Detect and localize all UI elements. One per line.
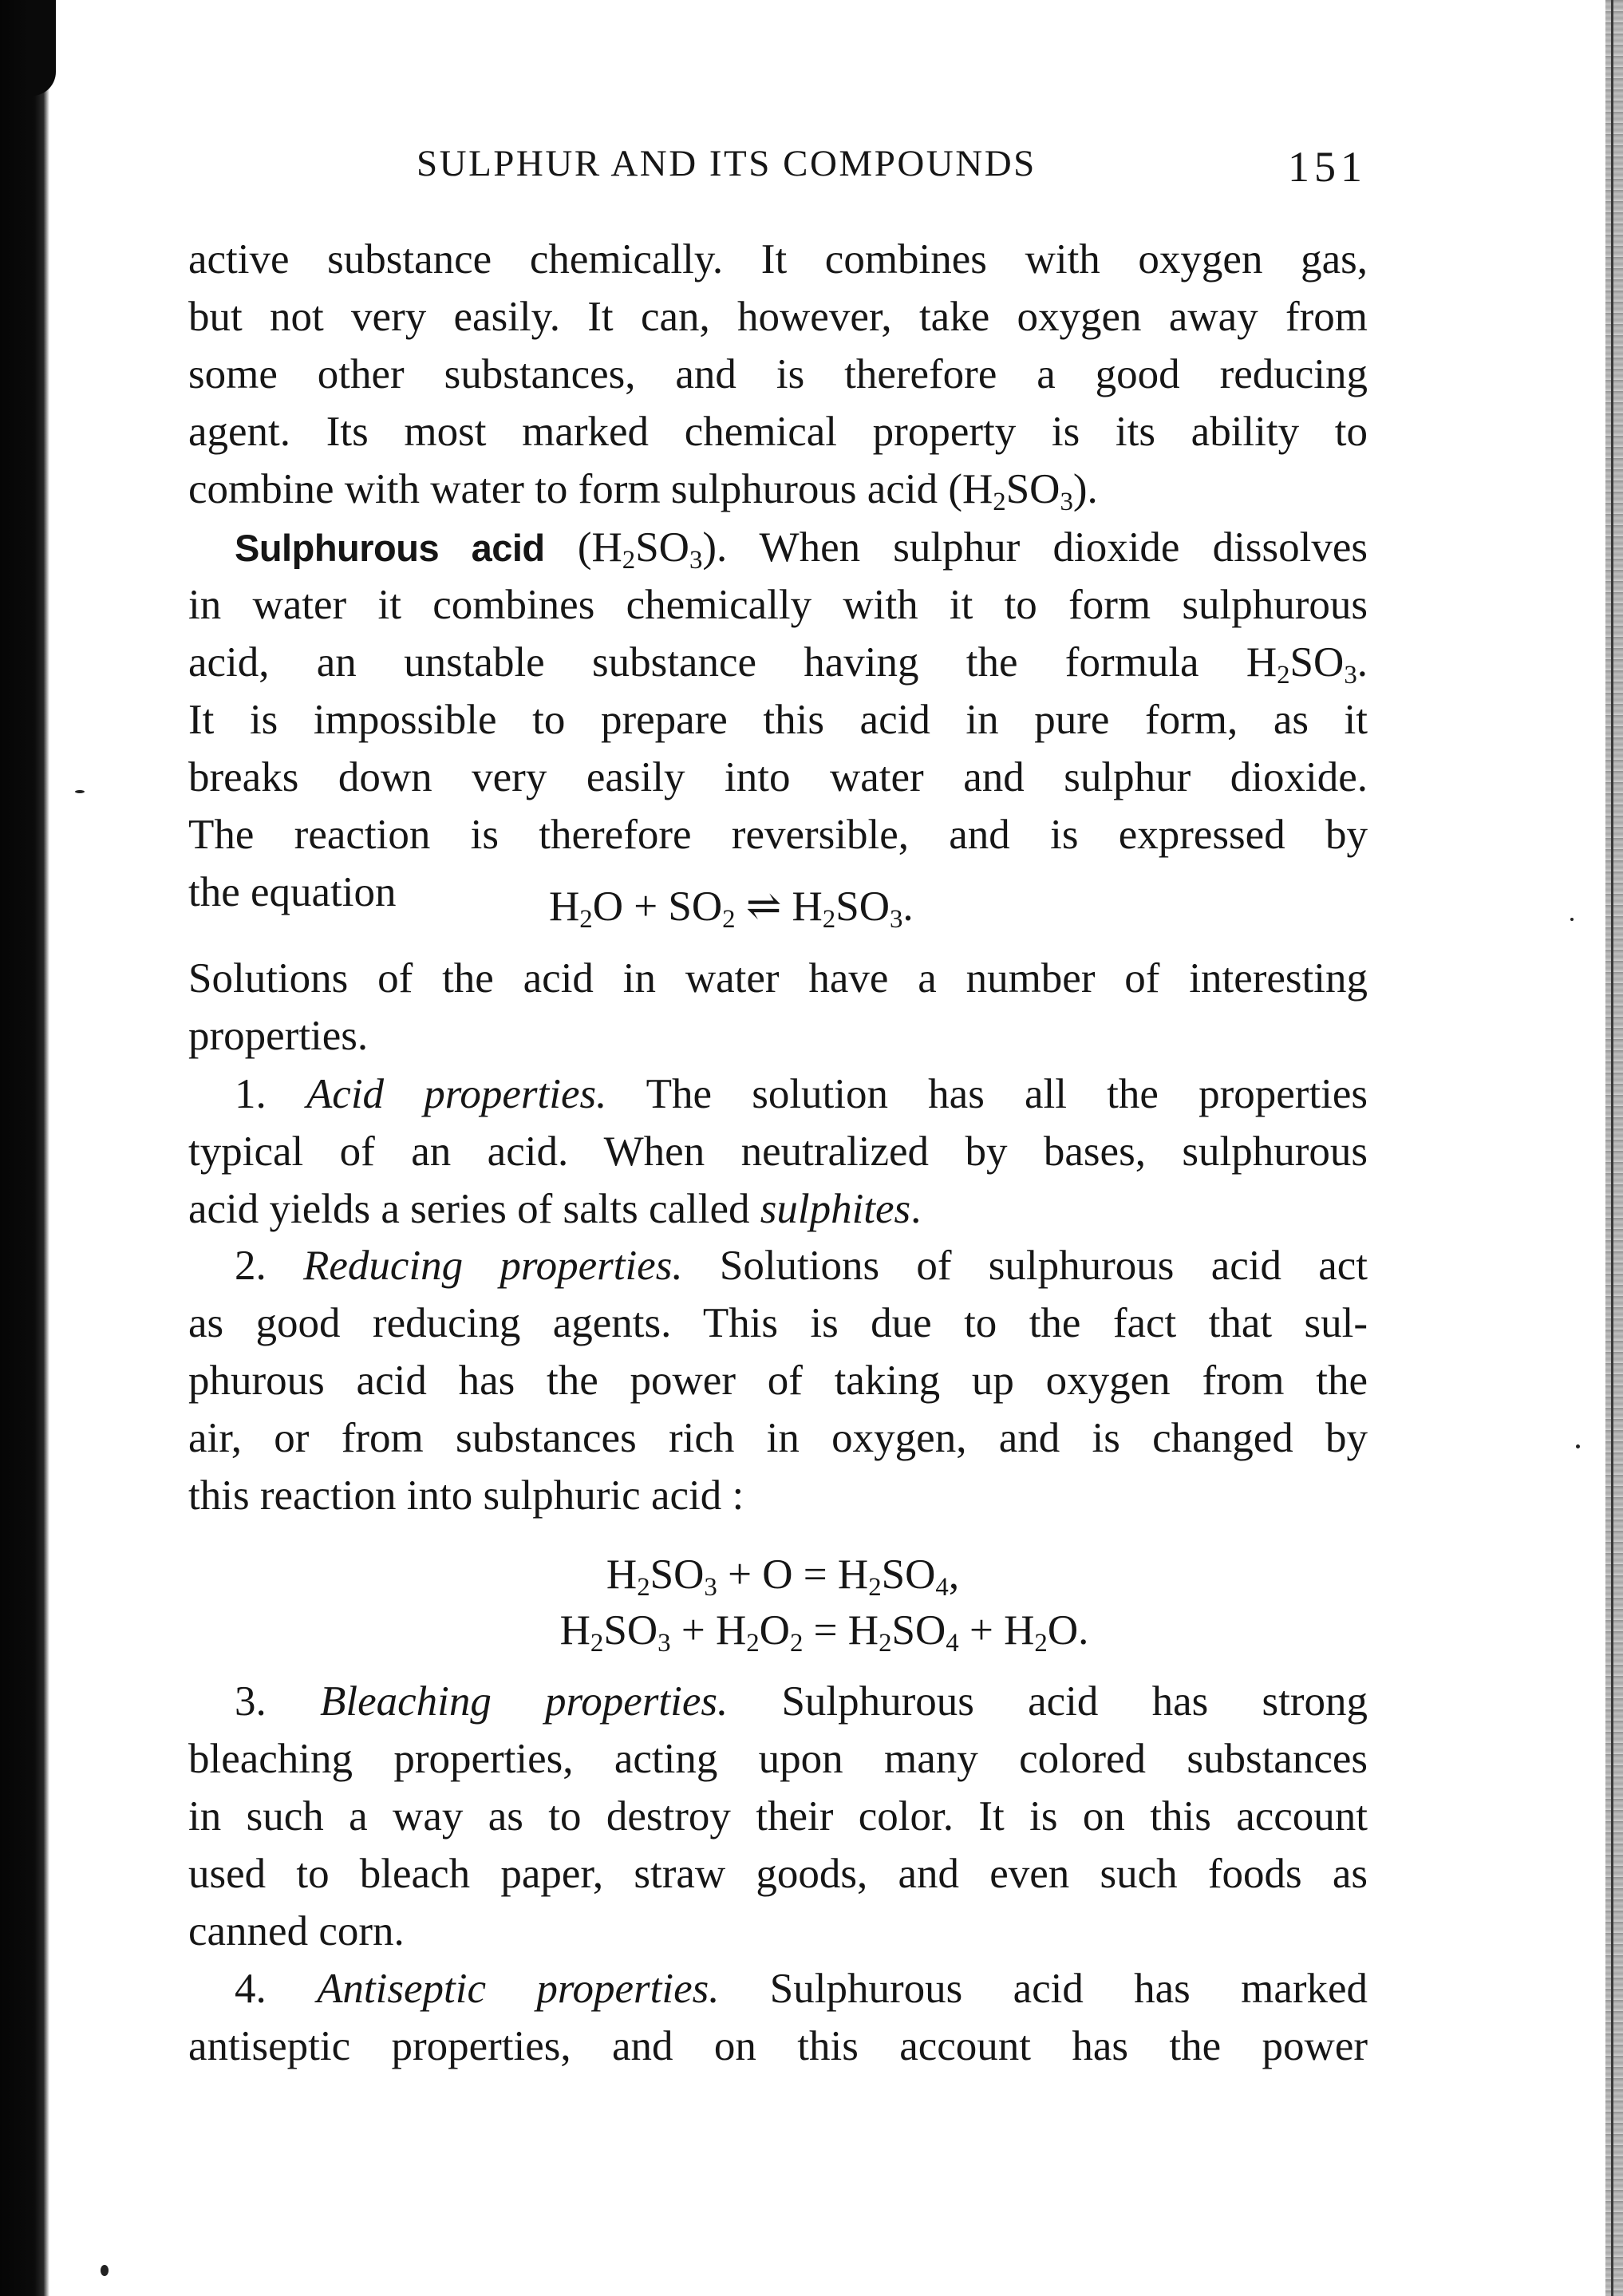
item-heading: Acid properties. bbox=[306, 1071, 607, 1117]
equation: $H_2O + SO_2$ ⇌ $H_2SO_3$. bbox=[549, 883, 914, 935]
paragraph bbox=[188, 519, 1368, 921]
item-number: 4. bbox=[235, 1966, 267, 2012]
text-line: used to bleach paper, straw goods, and even such foods as bbox=[188, 1851, 1368, 1897]
scan-speck bbox=[101, 2265, 109, 2276]
binding-shadow-notch bbox=[32, 0, 56, 96]
text-line: acid yields a series of salts called sulphites. bbox=[188, 1186, 922, 1232]
running-title: SULPHUR AND ITS COMPOUNDS bbox=[417, 143, 1037, 184]
text-line: 3. Bleaching properties. Sulphurous acid has strong bbox=[235, 1678, 1368, 1725]
text-line: in such a way as to destroy their color. It is on this account bbox=[188, 1793, 1368, 1840]
running-head bbox=[0, 136, 1623, 192]
item-heading: Bleaching properties. bbox=[319, 1678, 729, 1725]
item-number: 3. bbox=[235, 1678, 267, 1725]
text-line: combine with water to form sulphurous acid $(H_2SO_3)$. bbox=[188, 466, 1098, 517]
equation: $H_2SO_3 + O = H_2SO_4$, bbox=[606, 1551, 960, 1602]
text-line: the equation bbox=[188, 869, 397, 915]
page-number: 151 bbox=[1288, 143, 1367, 191]
paragraph bbox=[188, 231, 1368, 518]
scan-speck bbox=[1576, 1444, 1580, 1448]
text-line: this reaction into sulphuric acid : bbox=[188, 1472, 744, 1519]
text-line: Sulphurous acid $(H_2SO_3)$. When sulphur dioxide dissolves bbox=[235, 524, 1368, 575]
list-item bbox=[188, 1960, 1368, 2075]
text-line: 4. Antiseptic properties. Sulphurous acid has marked bbox=[235, 1966, 1368, 2012]
paragraph bbox=[188, 950, 1368, 1065]
text-line: Solutions of the acid in water have a number of interesting bbox=[188, 955, 1368, 1002]
text-line: typical of an acid. When neutralized by bases, sulphurous bbox=[188, 1128, 1368, 1175]
scan-speck bbox=[1570, 918, 1574, 921]
page-edge-line bbox=[1611, 0, 1613, 2296]
text-line: but not very easily. It can, however, take oxygen away from bbox=[188, 294, 1368, 340]
item-number: 2. bbox=[235, 1243, 267, 1289]
item-heading: Antiseptic properties. bbox=[317, 1966, 720, 2012]
list-item bbox=[188, 1065, 1368, 1238]
list-item bbox=[188, 1673, 1368, 1960]
text-line: agent. Its most marked chemical property is its ability to bbox=[188, 409, 1368, 455]
text-line: as good reducing agents. This is due to the fact that sul- bbox=[188, 1300, 1368, 1346]
text-line: The reaction is therefore reversible, and is expressed by bbox=[188, 812, 1368, 858]
text-line: antiseptic properties, and on this account has the power bbox=[188, 2023, 1368, 2069]
text-line: active substance chemically. It combines with oxygen gas, bbox=[188, 236, 1368, 283]
text-line: It is impossible to prepare this acid in pure form, as it bbox=[188, 697, 1368, 743]
text-line: properties. bbox=[188, 1013, 369, 1059]
text-line: air, or from substances rich in oxygen, and is changed by bbox=[188, 1415, 1368, 1461]
text-line: in water it combines chemically with it to form sulphurous bbox=[188, 582, 1368, 628]
text-line: phurous acid has the power of taking up oxygen from the bbox=[188, 1357, 1368, 1404]
item-number: 1. bbox=[235, 1071, 267, 1117]
text-line: some other substances, and is therefore a good reducing bbox=[188, 351, 1368, 397]
text-line: acid, an unstable substance having the formula $H_2SO_3$. bbox=[188, 639, 1368, 690]
text-line: breaks down very easily into water and sulphur dioxide. bbox=[188, 754, 1368, 800]
page-edge-right bbox=[1605, 0, 1623, 2296]
item-heading: Reducing properties. bbox=[303, 1243, 683, 1289]
text-line: 2. Reducing properties. Solutions of sulphurous acid act bbox=[235, 1243, 1368, 1289]
term-heading: Sulphurous acid bbox=[235, 527, 545, 569]
binding-shadow bbox=[0, 0, 49, 2296]
scan-speck bbox=[75, 790, 85, 793]
text-line: canned corn. bbox=[188, 1908, 405, 1954]
list-item bbox=[188, 1237, 1368, 1524]
text-line: bleaching properties, acting upon many colored substances bbox=[188, 1736, 1368, 1782]
equation: $H_2SO_3 + H_2O_2 = H_2SO_4 + H_2O$. bbox=[559, 1607, 1089, 1658]
text-line: 1. Acid properties. The solution has all the properties bbox=[235, 1071, 1368, 1117]
